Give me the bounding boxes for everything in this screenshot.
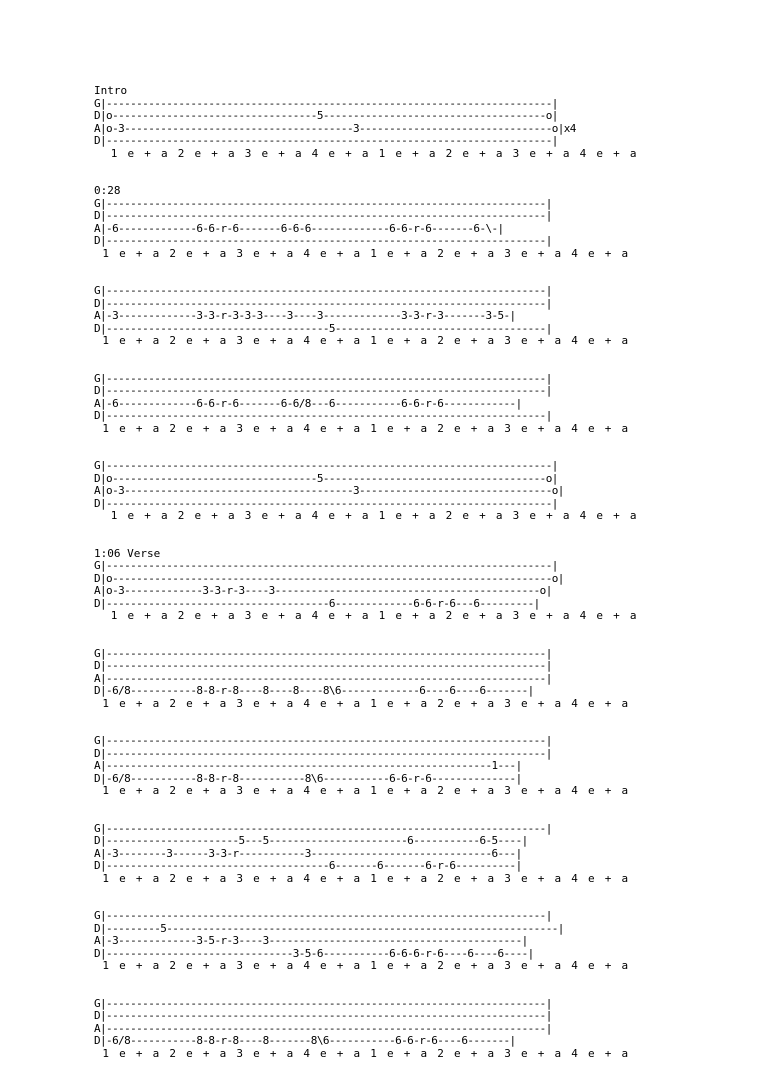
tab-string-line: A|o-3--------------------------------------3--------------------------------o|x4 [94, 121, 576, 135]
tab-string-line: D|-------------------------------------------------------------------------| [94, 234, 552, 247]
section-title: 0:28 [94, 184, 121, 197]
section-title: 1:06 Verse [94, 546, 161, 560]
tab-string-line: D|--------------------------------------------------------------------------| [94, 134, 558, 147]
beat-count-line: 1 e + a 2 e + a 3 e + a 4 e + a 1 e + a 2 e + a 3 e + a 4 e + a [94, 421, 630, 435]
tab-string-line: G|--------------------------------------------------------------------------| [94, 96, 558, 110]
tab-string-line: G|-------------------------------------------------------------------------| [94, 909, 552, 922]
tab-string-line: D|o-------------------------------------------------------------------------o| [94, 571, 564, 585]
tab-string-line: D|---------5-----------------------------------------------------------------| [94, 921, 564, 935]
beat-count-line: 1 e + a 2 e + a 3 e + a 4 e + a 1 e + a 2 e + a 3 e + a 4 e + a [94, 871, 630, 885]
beat-count-line: 1 e + a 2 e + a 3 e + a 4 e + a 1 e + a 2 e + a 3 e + a 4 e + a [94, 146, 639, 160]
tab-section [94, 285, 754, 348]
tab-string-line: G|-------------------------------------------------------------------------| [94, 821, 552, 835]
tab-string-line: G|-------------------------------------------------------------------------| [94, 996, 552, 1010]
tab-string-line: G|-------------------------------------------------------------------------| [94, 646, 552, 660]
tab-string-line: D|-------------------------------------------------------------------------| [94, 1009, 552, 1022]
beat-count-line: 1 e + a 2 e + a 3 e + a 4 e + a 1 e + a 2 e + a 3 e + a 4 e + a [94, 509, 639, 522]
tab-string-line: D|-------------------------------------6-------------6-6-r-6---6---------| [94, 596, 540, 610]
tab-string-line: D|-------------------------------------------------------------------------| [94, 659, 552, 672]
tab-document [94, 85, 754, 1085]
tab-string-line: D|-------------------------------------------------------------------------| [94, 296, 552, 310]
tab-string-line: A|-6-------------6-6-r-6-------6-6/8---6-----------6-6-r-6------------| [94, 396, 522, 410]
tab-section-intro [94, 85, 754, 160]
tab-string-line: D|-------------------------------3-5-6-----------6-6-6-r-6----6----6----| [94, 946, 534, 960]
beat-count-line: 1 e + a 2 e + a 3 e + a 4 e + a 1 e + a 2 e + a 3 e + a 4 e + a [94, 1046, 630, 1060]
tab-string-line: D|-6/8-----------8-8-r-8----8-------8\6-----------6-6-r-6----6-------| [94, 1034, 516, 1047]
beat-count-line: 1 e + a 2 e + a 3 e + a 4 e + a 1 e + a 2 e + a 3 e + a 4 e + a [94, 696, 630, 710]
tab-string-line: D|o----------------------------------5-------------------------------------o| [94, 109, 558, 122]
tab-string-line: D|-------------------------------------------------------------------------| [94, 209, 552, 222]
tab-string-line: D|-------------------------------------6-------6-------6-r-6----------| [94, 859, 522, 872]
tab-string-line: A|----------------------------------------------------------------1---| [94, 759, 522, 772]
tab-string-line: D|-------------------------------------------------------------------------| [94, 409, 552, 422]
tab-string-line: G|--------------------------------------------------------------------------| [94, 459, 558, 472]
tab-string-line: D|-------------------------------------5-----------------------------------| [94, 321, 552, 335]
tab-string-line: D|--------------------------------------------------------------------------| [94, 496, 558, 510]
tab-string-line: A|-6-------------6-6-r-6-------6-6-6-------------6-6-r-6-------6-\-| [94, 221, 504, 235]
tab-section [94, 735, 754, 798]
tab-string-line: D|-------------------------------------------------------------------------| [94, 384, 552, 397]
tab-string-line: G|-------------------------------------------------------------------------| [94, 196, 552, 210]
tab-string-line: A|-3--------3------3-3-r-----------3------------------------------6---| [94, 846, 522, 860]
tab-section [94, 648, 754, 711]
tab-string-line: D|-------------------------------------------------------------------------| [94, 746, 552, 760]
tab-string-line: G|--------------------------------------------------------------------------| [94, 559, 558, 572]
tab-string-line: D|o----------------------------------5-------------------------------------o| [94, 471, 558, 485]
beat-count-line: 1 e + a 2 e + a 3 e + a 4 e + a 1 e + a 2 e + a 3 e + a 4 e + a [94, 959, 630, 972]
tab-section [94, 910, 754, 973]
beat-count-line: 1 e + a 2 e + a 3 e + a 4 e + a 1 e + a 2 e + a 3 e + a 4 e + a [94, 334, 630, 347]
tab-string-line: A|-------------------------------------------------------------------------| [94, 671, 552, 685]
beat-count-line: 1 e + a 2 e + a 3 e + a 4 e + a 1 e + a 2 e + a 3 e + a 4 e + a [94, 784, 630, 797]
tab-string-line: A|o-3--------------------------------------3--------------------------------o| [94, 484, 564, 497]
beat-count-line: 1 e + a 2 e + a 3 e + a 4 e + a 1 e + a 2 e + a 3 e + a 4 e + a [94, 246, 630, 260]
tab-string-line: A|-3-------------3-3-r-3-3-3----3----3-------------3-3-r-3-------3-5-| [94, 309, 516, 322]
tab-string-line: A|o-3-------------3-3-r-3----3--------------------------------------------o| [94, 584, 552, 597]
tab-section [94, 373, 754, 436]
tab-string-line: G|-------------------------------------------------------------------------| [94, 284, 552, 297]
tab-string-line: D|----------------------5---5-----------------------6-----------6-5----| [94, 834, 528, 847]
tab-section-0-28 [94, 185, 754, 260]
tab-string-line: G|-------------------------------------------------------------------------| [94, 371, 552, 385]
section-title: Intro [94, 84, 128, 97]
tab-section [94, 998, 754, 1061]
tab-section-verse [94, 548, 754, 623]
beat-count-line: 1 e + a 2 e + a 3 e + a 4 e + a 1 e + a 2 e + a 3 e + a 4 e + a [94, 609, 639, 622]
tab-string-line: D|-6/8-----------8-8-r-8-----------8\6-----------6-6-r-6--------------| [94, 771, 522, 785]
tab-string-line: G|-------------------------------------------------------------------------| [94, 734, 552, 747]
tab-section [94, 460, 754, 523]
tab-string-line: D|-6/8-----------8-8-r-8----8----8----8\6-------------6----6----6-------| [94, 684, 534, 697]
tab-string-line: A|-3-------------3-5-r-3----3------------------------------------------| [94, 934, 528, 947]
tab-string-line: A|-------------------------------------------------------------------------| [94, 1021, 552, 1035]
tab-section [94, 823, 754, 886]
